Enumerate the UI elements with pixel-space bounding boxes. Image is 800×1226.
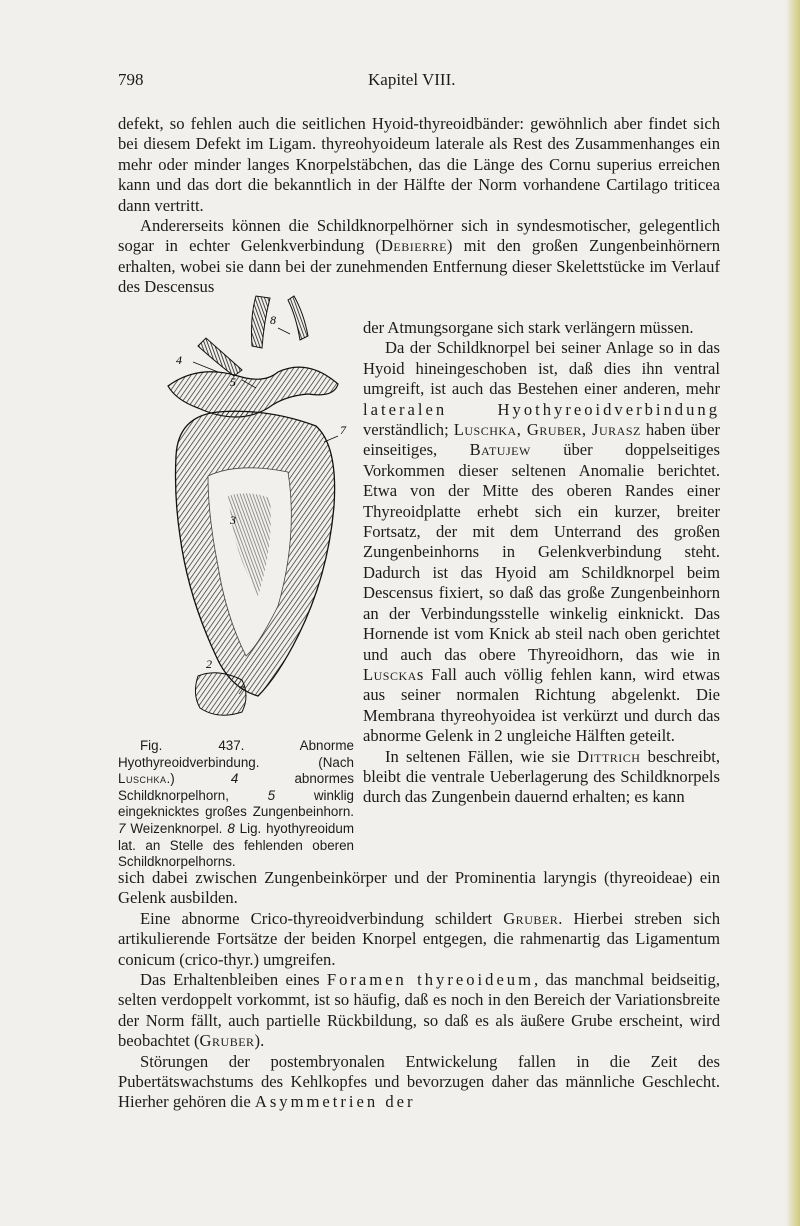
text-run: s Fall auch völlig fehlen kann, wird etwas aus seiner normalen Richtung abgelenkt. Die Membrana thyreohyoidea ist verkürzt und durch das abnorme Gelenk in 2 ungleiche Hälften geteilt. <box>363 664 720 746</box>
figure-label-8: 8 <box>270 313 276 327</box>
label-number: 7 <box>118 820 126 836</box>
figure-label-7-top: 7 <box>340 423 346 437</box>
author-name: Dittrich <box>577 746 641 766</box>
larynx-illustration <box>138 276 358 726</box>
figure-caption <box>118 738 354 871</box>
top-text <box>118 114 720 298</box>
author-name: Luscka <box>363 664 417 684</box>
caption-text <box>118 738 354 871</box>
paragraph <box>118 970 720 1052</box>
paragraph <box>363 338 720 746</box>
text-run: winklig eingeknicktes großes Zungenbeinhorn. <box>118 787 354 820</box>
text-run: verständlich; <box>363 420 454 440</box>
emphasis: Foramen thyreoideum <box>326 970 535 990</box>
bottom-text <box>118 868 720 1113</box>
text-run: Störungen der postembryonalen Entwickelung fallen in die Zeit des Pubertätswachstums des Kehlkopfes und bevorzugen daher das männliche Geschlecht. Hierher gehören die <box>118 1051 720 1112</box>
label-number: 4 <box>230 771 239 787</box>
paragraph: sich dabei zwischen Zungenbeinkörper und der Prominentia laryngis (thyreoideae) ein Gelenk ausbilden. <box>118 868 720 908</box>
text-run: haben über einseitiges, <box>363 420 720 460</box>
text-run: Das Erhaltenbleiben eines <box>140 970 327 990</box>
paragraph <box>363 747 720 808</box>
author-name: Luschka <box>118 771 167 787</box>
author-name: Batujew <box>469 440 531 460</box>
paragraph <box>118 909 720 970</box>
text-run: , das manchmal beidseitig, selten verdoppelt vorkommt, ist so häufig, daß es noch in den Bereich der Variationsbreite der Norm fällt, auch partielle Rückbildung, so daß es als äußere Grube erscheint, wird beobachtet ( <box>118 970 720 1051</box>
text-run: über doppelseitiges Vorkommen dieser seltenen Anomalie berichtet. Etwa von der Mitte des oberen Randes einer Thyreoidplatte erhebt sich ein kurzer, breiter Fortsatz, der mit dem Unterrand des großen Zungenbeinhorns in Gelenkverbindung steht. Dadurch ist das Hyoid am Schildknorpel beim Descensus fixiert, so daß das große Zungenbeinhorn an der Verbindungsstelle winkelig einknickt. Das Hornende ist vom Knick ab steil nach oben gerichtet und auch das obere Thyreoidhorn, das wie in <box>363 440 720 664</box>
paragraph: der Atmungsorgane sich stark verlängern müssen. <box>363 318 694 337</box>
figure-label-4: 4 <box>176 353 182 367</box>
text-run: Weizenknorpel. <box>125 820 228 836</box>
author-name: Debierre <box>380 236 447 256</box>
text-run: ). <box>254 1031 265 1051</box>
figure-label-2: 2 <box>206 657 212 671</box>
text-run: beschreibt, bleibt die ventrale Ueberlagerung des Schildknorpels durch das Zungenbein dauernd erhalten; es kann <box>363 746 720 807</box>
paragraph: defekt, so fehlen auch die seitlichen Hyoid-thyreoidbänder: gewöhnlich aber findet sich bei diesem Defekt im Ligam. thyreohyoideum laterale als Rest des Zusammenhanges ein mehr oder minder langes Knorpelstäbchen, das die Länge des Cornu superius erreichen kann und das dort die bekanntlich in der Hälfte der Norm vorhandene Cartilago triticea dann vertritt. <box>118 114 720 215</box>
text-run: In seltenen Fällen, wie sie <box>385 746 578 766</box>
figure-number: Fig. 437. <box>140 738 245 753</box>
text-run: Andererseits können die Schildknorpelhörner sich in syndesmotischer, gelegentlich sogar in echter Gelenkverbindung ( <box>118 216 720 256</box>
author-name: Gruber <box>199 1031 255 1051</box>
anatomical-figure <box>138 276 358 726</box>
text-run: ) mit den großen Zungenbeinhörnern erhalten, wobei sie dann bei der zunehmenden Entfernung dieser Skelettstücke im Verlauf des Descensus <box>118 236 720 297</box>
text-run: . Hierbei streben sich artikulierende Fortsätze der beiden Knorpel entgegen, die rahmenartig das Ligamentum conicum (crico-thyr.) umgreifen. <box>118 908 721 969</box>
figure-label-5: 5 <box>230 375 236 389</box>
label-number: 5 <box>267 787 276 803</box>
page-number: 798 <box>118 70 144 89</box>
right-column-text <box>363 318 720 808</box>
page-header <box>118 70 718 94</box>
text-run: Abnorme Hyothyreoidverbindung. (Nach <box>118 738 354 770</box>
label-number: 8 <box>227 820 235 836</box>
emphasis: Asymmetrien der <box>254 1092 416 1112</box>
paragraph <box>118 1052 720 1113</box>
figure-label-7-bottom: 7 <box>238 683 244 697</box>
text-run: Da der Schildknorpel bei seiner Anlage so in das Hyoid hineingeschoben ist, daß dies ihn ventral umgreift, ist auch das Bestehen einer anderen, mehr <box>363 338 720 399</box>
figure-label-3: 3 <box>230 513 236 527</box>
page-edge-shading <box>786 0 800 1226</box>
text-run: Lig. hyothyreoidum lat. an Stelle des fehlenden oberen Schildknorpelhorns. <box>118 820 354 870</box>
text-run: abnormes Schildknorpelhorn, <box>118 771 354 803</box>
author-name: Luschka, Gruber, Jurasz <box>453 420 641 440</box>
author-name: Gruber <box>503 908 559 928</box>
chapter-title: Kapitel VIII. <box>368 70 456 89</box>
text-run: .) <box>166 771 231 787</box>
text-run: Eine abnorme Crico-thyreoidverbindung schildert <box>140 908 504 928</box>
emphasis: lateralen Hyothyreoidverbindung <box>363 399 720 419</box>
